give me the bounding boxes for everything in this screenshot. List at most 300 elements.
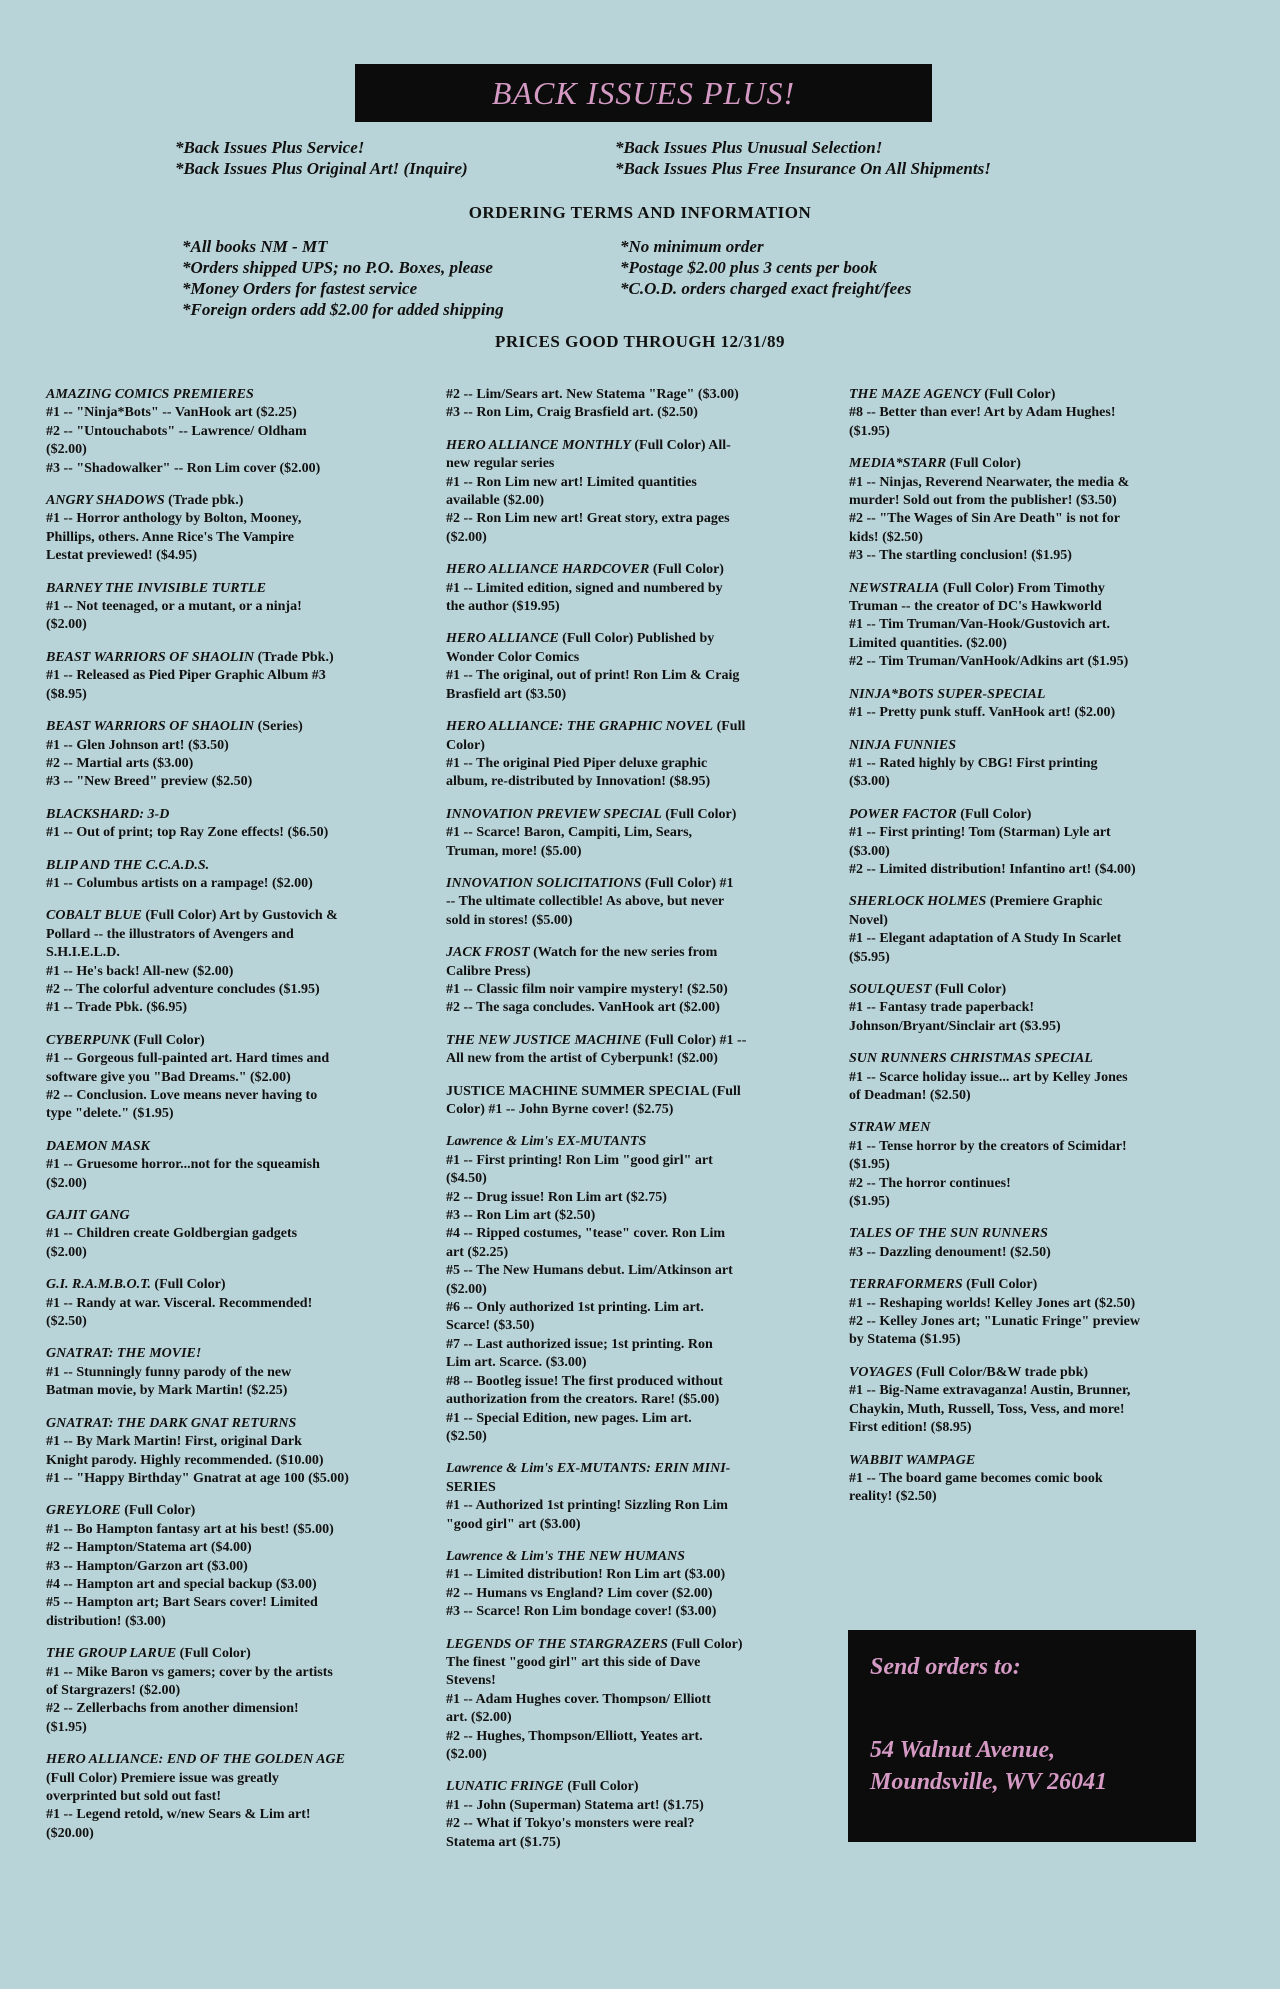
- listing-title-line: [46, 857, 436, 875]
- listing-line: #2 -- Hughes, Thompson/Elliott, Yeates art.: [446, 1728, 703, 1744]
- listing-title-line: [446, 1548, 836, 1566]
- listing-title: DAEMON MASK: [46, 1138, 150, 1154]
- listing-title-line: [446, 1460, 836, 1478]
- listing-entry: [46, 1415, 436, 1489]
- listing-title-line: [446, 1032, 836, 1050]
- listing-note: (Full Color): [563, 1779, 639, 1795]
- listing-title-line: [46, 1032, 436, 1050]
- listing-entry: [46, 857, 436, 894]
- feature-item: *Back Issues Plus Free Insurance On All Shipments!: [615, 159, 991, 178]
- listing-line: #1 -- Limited distribution! Ron Lim art ($3.00): [446, 1567, 726, 1583]
- listing-note: (Full Color): [980, 387, 1056, 402]
- listing-title-line: [849, 1276, 1237, 1294]
- listing-line: ($2.00): [446, 1747, 487, 1762]
- listing-line: #2 -- Ron Lim new art! Great story, extra pages: [446, 511, 730, 527]
- listing-note: (Watch for the new series from: [529, 945, 718, 961]
- listing-title-line: [446, 806, 836, 824]
- listing-line: ($2.00): [46, 617, 87, 633]
- listing-line: #1 -- Bo Hampton fantasy art at his best! ($5.00): [46, 1521, 334, 1537]
- listing-note: (Full Color): [962, 1277, 1038, 1293]
- listing-line: #1 -- Ninjas, Reverend Nearwater, the media &: [849, 474, 1130, 490]
- listing-title: SUN RUNNERS CHRISTMAS SPECIAL: [849, 1051, 1093, 1067]
- listing-title: SHERLOCK HOLMES: [849, 894, 987, 910]
- term-item: *Money Orders for fastest service: [182, 279, 418, 298]
- listing-title: BLIP AND THE C.C.A.D.S.: [46, 857, 210, 873]
- listing-line: Scarce! ($3.50): [446, 1318, 535, 1334]
- listing-line: #1 -- Scarce holiday issue... art by Kelley Jones: [849, 1069, 1128, 1085]
- orders-city: Moundsville, WV 26041: [870, 1769, 1108, 1795]
- listing-title-line: [446, 1778, 836, 1796]
- listing-line: ($1.95): [46, 1719, 87, 1735]
- listing-line: #3 -- Ron Lim art ($2.50): [446, 1208, 596, 1224]
- listing-title-line: [849, 981, 1237, 999]
- listing-line: #1 -- Horror anthology by Bolton, Mooney,: [46, 511, 302, 527]
- listing-note: (Trade pbk.): [164, 493, 244, 509]
- listing-note: (Full Color): [150, 1277, 226, 1293]
- listing-line: #3 -- Ron Lim, Craig Brasfield art. ($2.50): [446, 405, 698, 421]
- listing-line: -- The ultimate collectible! As above, but never: [446, 894, 725, 910]
- listing-note: (Full Color) #1: [641, 875, 734, 891]
- listing-line: #2 -- "Untouchabots" -- Lawrence/ Oldham: [46, 423, 307, 439]
- listing-line: #2 -- What if Tokyo's monsters were real?: [446, 1816, 695, 1832]
- listing-line: ($2.00): [446, 529, 487, 545]
- listing-line: by Statema ($1.95): [849, 1332, 961, 1348]
- listing-line: Batman movie, by Mark Martin! ($2.25): [46, 1383, 288, 1399]
- listing-line: Color) #1 -- John Byrne cover! ($2.75): [446, 1102, 674, 1117]
- listing-title-line: [849, 1119, 1237, 1137]
- listing-note: (Trade Pbk.): [254, 649, 334, 665]
- listing-title-line: [46, 1502, 436, 1520]
- listing-title: BEAST WARRIORS OF SHAOLIN: [46, 719, 255, 735]
- listing-entry: [849, 981, 1237, 1036]
- listing-title-line: [46, 1751, 436, 1769]
- listing-line: #1 -- Legend retold, w/new Sears & Lim art!: [46, 1807, 311, 1823]
- term-item: *C.O.D. orders charged exact freight/fees: [620, 279, 912, 298]
- listing-note: (Full Color): [130, 1032, 205, 1048]
- term-item: *All books NM - MT: [182, 237, 328, 256]
- listing-line: Calibre Press): [446, 963, 531, 979]
- listing-line: Truman, more! ($5.00): [446, 843, 582, 859]
- listing-title-line: [446, 1083, 836, 1101]
- listing-title: HERO ALLIANCE: THE GRAPHIC NOVEL: [446, 719, 714, 735]
- listing-title: G.I. R.A.M.B.O.T.: [46, 1277, 151, 1293]
- listing-title: BEAST WARRIORS OF SHAOLIN: [46, 649, 255, 665]
- listing-line: Lestat previewed! ($4.95): [46, 548, 197, 564]
- listing-line: S.H.I.E.L.D.: [46, 945, 120, 961]
- listing-title: BARNEY THE INVISIBLE TURTLE: [46, 580, 267, 596]
- listing-line: #3 -- Hampton/Garzon art ($3.00): [46, 1558, 248, 1574]
- term-item: *Foreign orders add $2.00 for added shipping: [182, 300, 504, 319]
- listing-line: #8 -- Better than ever! Art by Adam Hughes!: [849, 405, 1116, 421]
- listing-title: HERO ALLIANCE: [446, 631, 559, 647]
- listing-line: art. ($2.00): [446, 1710, 512, 1726]
- listing-line: #1 -- Out of print; top Ray Zone effects! ($6.50): [46, 825, 329, 841]
- listing-entry: [849, 1276, 1237, 1350]
- listing-line: type "delete." ($1.95): [46, 1106, 174, 1122]
- listing-title-line: [446, 437, 836, 455]
- listing-note: (Full Color): [661, 806, 737, 822]
- listing-line: new regular series: [446, 456, 555, 472]
- listing-line: #3 -- Scarce! Ron Lim bondage cover! ($3.00): [446, 1604, 717, 1620]
- listing-title: VOYAGES: [849, 1364, 913, 1380]
- listing-title-line: [849, 1050, 1237, 1068]
- term-item: *Postage $2.00 plus 3 cents per book: [620, 258, 878, 277]
- listing-title-line: [46, 1645, 436, 1663]
- term-item: *Orders shipped UPS; no P.O. Boxes, please: [182, 258, 493, 277]
- listing-title-line: [446, 875, 836, 893]
- listing-line: Novel): [849, 912, 888, 928]
- listing-line: #1 -- Rated highly by CBG! First printing: [849, 755, 1098, 771]
- listing-entry: [46, 806, 436, 843]
- listing-title: NINJA FUNNIES: [849, 737, 956, 753]
- listing-note: (Full Color) #1 --: [641, 1032, 747, 1048]
- listing-title: HERO ALLIANCE HARDCOVER: [446, 562, 650, 578]
- listing-line: #6 -- Only authorized 1st printing. Lim art.: [446, 1300, 704, 1316]
- listing-line: #1 -- Scarce! Baron, Campiti, Lim, Sears,: [446, 825, 693, 841]
- banner-title: BACK ISSUES PLUS!: [491, 74, 796, 111]
- listing-entry: [46, 1138, 436, 1193]
- listing-line: #4 -- Ripped costumes, "tease" cover. Ron Lim: [446, 1226, 726, 1242]
- listing-line: #1 -- Elegant adaptation of A Study In Scarlet: [849, 931, 1122, 947]
- listing-entry: [849, 686, 1237, 723]
- listing-line: #1 -- Stunningly funny parody of the new: [46, 1364, 292, 1380]
- listing-line: #1 -- First printing! Ron Lim "good girl" art: [446, 1152, 713, 1168]
- listing-line: Phillips, others. Anne Rice's The Vampire: [46, 529, 295, 545]
- listing-line: #3 -- The startling conclusion! ($1.95): [849, 548, 1072, 564]
- listing-entry: [46, 1645, 436, 1737]
- listing-line: distribution! ($3.00): [46, 1613, 166, 1629]
- listing-title: COBALT BLUE: [46, 908, 142, 924]
- listing-line: ($2.50): [46, 1314, 87, 1330]
- listing-line: Brasfield art ($3.50): [446, 686, 567, 702]
- listing-entry: [446, 1778, 836, 1852]
- listing-line: (Full Color) Premiere issue was greatly: [46, 1770, 279, 1786]
- listing-title: JACK FROST: [446, 945, 530, 961]
- listing-title: AMAZING COMICS PREMIERES: [46, 387, 254, 402]
- listing-line: #2 -- Zellerbachs from another dimension!: [46, 1701, 299, 1717]
- listing-line: #1 -- Reshaping worlds! Kelley Jones art ($2.50): [849, 1295, 1136, 1311]
- listing-line: #1 -- Children create Goldbergian gadgets: [46, 1226, 298, 1242]
- listing-title: Lawrence & Lim's EX-MUTANTS: ERIN MINI-: [446, 1461, 731, 1477]
- listing-note: (Full Color) From Timothy: [939, 580, 1105, 596]
- listing-line: #3 -- "New Breed" preview ($2.50): [46, 774, 253, 790]
- listing-title-line: [46, 1345, 436, 1363]
- listing-title: POWER FACTOR: [849, 806, 957, 822]
- feature-item: *Back Issues Plus Original Art! (Inquire): [175, 159, 468, 178]
- listing-entry: [46, 1345, 436, 1400]
- listing-line: #3 -- "Shadowalker" -- Ron Lim cover ($2.00): [46, 460, 321, 476]
- listing-title-line: [446, 561, 836, 579]
- listing-title-line: [46, 1276, 436, 1294]
- listing-entry: [446, 561, 836, 616]
- listing-line: #1 -- He's back! All-new ($2.00): [46, 963, 234, 979]
- listing-line: #1 -- Trade Pbk. ($6.95): [46, 1000, 188, 1016]
- listing-title: THE MAZE AGENCY: [849, 387, 981, 402]
- listing-line: album, re-distributed by Innovation! ($8.95): [446, 774, 711, 790]
- listing-line: of Stargrazers! ($2.00): [46, 1682, 181, 1698]
- listing-line: ($2.50): [446, 1428, 487, 1444]
- listing-note: (Full Color): [956, 806, 1032, 822]
- listing-line: Johnson/Bryant/Sinclair art ($3.95): [849, 1018, 1061, 1034]
- listing-line: #1 -- First printing! Tom (Starman) Lyle art: [849, 825, 1111, 841]
- listing-entry: [849, 580, 1237, 672]
- listing-line: #1 -- Authorized 1st printing! Sizzling Ron Lim: [446, 1498, 728, 1514]
- listing-line: ($1.95): [849, 423, 890, 439]
- listing-title: SOULQUEST: [849, 981, 932, 997]
- listing-line: art ($2.25): [446, 1244, 509, 1260]
- listing-line: #2 -- Limited distribution! Infantino art! ($4.00): [849, 861, 1136, 877]
- listing-entry: [46, 1502, 436, 1631]
- listing-line: ($1.95): [849, 1157, 890, 1173]
- listing-entry: [446, 1636, 836, 1765]
- listing-line: #3 -- Dazzling denoument! ($2.50): [849, 1244, 1051, 1260]
- listing-title-line: [446, 1636, 836, 1654]
- listing-line: available ($2.00): [446, 493, 544, 509]
- listing-line: Knight parody. Highly recommended. ($10.00): [46, 1452, 324, 1468]
- term-item: *No minimum order: [620, 237, 764, 256]
- listing-entry: [46, 580, 436, 635]
- listing-line: #7 -- Last authorized issue; 1st printing. Ron: [446, 1336, 713, 1352]
- listing-line: ($2.00): [46, 442, 87, 458]
- listing-line: ($1.95): [849, 1194, 890, 1210]
- listing-line: #1 -- Gruesome horror...not for the squeamish: [46, 1157, 320, 1173]
- listing-column-1: [46, 386, 436, 1857]
- listing-line: murder! Sold out from the publisher! ($3.50): [849, 493, 1117, 509]
- listing-entry: [446, 944, 836, 1018]
- listing-line: #1 -- Classic film noir vampire mystery! ($2.50): [446, 981, 728, 997]
- listing-title-line: [849, 1364, 1237, 1382]
- listing-note: (Full Color) All-: [630, 437, 731, 453]
- listing-title: GREYLORE: [46, 1503, 121, 1519]
- listing-entry: [446, 875, 836, 930]
- listing-line: #2 -- Humans vs England? Lim cover ($2.00): [446, 1585, 713, 1601]
- listing-entry: [446, 718, 836, 792]
- listing-line: #2 -- The horror continues!: [849, 1175, 1011, 1191]
- listing-title: MEDIA*STARR: [849, 456, 947, 472]
- listing-entry: [849, 806, 1237, 880]
- listing-entry: [849, 1225, 1237, 1262]
- listing-line: #1 -- Pretty punk stuff. VanHook art! ($2.00): [849, 705, 1116, 721]
- listing-title-line: [849, 893, 1237, 911]
- listing-title-line: [46, 1207, 436, 1225]
- listing-title: TERRAFORMERS: [849, 1277, 963, 1293]
- listing-column-2: [446, 386, 836, 1866]
- listing-entry: [446, 386, 836, 423]
- listing-title-line: [849, 737, 1237, 755]
- listing-line: kids! ($2.50): [849, 529, 923, 545]
- listing-entry: [849, 1119, 1237, 1211]
- listing-entry: [446, 1548, 836, 1622]
- listing-line: Pollard -- the illustrators of Avengers and: [46, 926, 294, 942]
- listing-title: LEGENDS OF THE STARGRAZERS: [446, 1636, 668, 1652]
- listing-entry: [849, 386, 1237, 441]
- listing-title: HERO ALLIANCE MONTHLY: [446, 437, 631, 453]
- listing-line: The finest "good girl" art this side of Dave: [446, 1654, 701, 1670]
- listing-line: ($3.00): [849, 843, 890, 859]
- listing-title-line: [46, 649, 436, 667]
- listing-title-line: [849, 386, 1237, 404]
- listing-title-line: [46, 1138, 436, 1156]
- listing-title-line: [849, 1452, 1237, 1470]
- listing-line: #5 -- The New Humans debut. Lim/Atkinson art: [446, 1263, 733, 1279]
- listing-line: #1 -- John (Superman) Statema art! ($1.75): [446, 1797, 704, 1813]
- listing-line: #1 -- Mike Baron vs gamers; cover by the artists: [46, 1664, 333, 1680]
- listing-note: (Full Color) Art by Gustovich &: [141, 908, 338, 924]
- listing-line: software give you "Bad Dreams." ($2.00): [46, 1069, 291, 1085]
- listing-line: #2 -- Lim/Sears art. New Statema "Rage" ($3.00): [446, 387, 739, 402]
- listing-line: overprinted but sold out fast!: [46, 1789, 222, 1804]
- listing-title-line: [849, 580, 1237, 598]
- listing-note: (Full Color): [667, 1636, 743, 1652]
- listing-entry: [46, 492, 436, 566]
- listing-entry: [446, 1032, 836, 1069]
- terms-list: [182, 236, 1132, 320]
- listing-line: #2 -- Drug issue! Ron Lim art ($2.75): [446, 1189, 667, 1205]
- listing-title-line: [446, 944, 836, 962]
- listing-note: (Full: [713, 719, 746, 735]
- listing-title-line: [46, 806, 436, 824]
- orders-street: 54 Walnut Avenue,: [870, 1737, 1056, 1763]
- listing-entry: [849, 1364, 1237, 1438]
- features-list: [175, 137, 1125, 179]
- listing-title: GNATRAT: THE DARK GNAT RETURNS: [46, 1415, 297, 1431]
- listing-line: Truman -- the creator of DC's Hawkworld: [849, 599, 1102, 615]
- listing-line: First edition! ($8.95): [849, 1420, 972, 1436]
- listing-entry: [46, 1276, 436, 1331]
- listing-line: ($20.00): [46, 1825, 94, 1841]
- listing-title-line: [46, 386, 436, 404]
- term-item: [620, 299, 1120, 320]
- listing-line: #1 -- Not teenaged, or a mutant, or a ninja!: [46, 599, 302, 615]
- listing-entry: [46, 1032, 436, 1124]
- listing-entry: [849, 1452, 1237, 1507]
- listing-line: #4 -- Hampton art and special backup ($3.00): [46, 1576, 317, 1592]
- listing-note: (Premiere Graphic: [986, 894, 1103, 910]
- listing-note: (Series): [254, 719, 303, 735]
- prices-heading: PRICES GOOD THROUGH 12/31/89: [495, 332, 785, 351]
- listing-line: #2 -- Hampton/Statema art ($4.00): [46, 1540, 252, 1556]
- listing-title-line: [46, 492, 436, 510]
- listing-line: #1 -- Tim Truman/Van-Hook/Gustovich art.: [849, 617, 1110, 633]
- listing-line: Color): [446, 737, 485, 753]
- listing-line: Lim art. Scarce. ($3.00): [446, 1355, 587, 1371]
- feature-item: *Back Issues Plus Unusual Selection!: [615, 138, 883, 157]
- listing-title: NINJA*BOTS SUPER-SPECIAL: [849, 686, 1046, 702]
- listing-line: ($4.50): [446, 1171, 487, 1187]
- listing-note: (Full Color): [649, 562, 724, 578]
- listing-title: THE NEW JUSTICE MACHINE: [446, 1032, 642, 1048]
- listing-title-line: [849, 806, 1237, 824]
- listing-line: ($2.00): [46, 1244, 87, 1260]
- listing-line: Wonder Color Comics: [446, 649, 580, 665]
- listing-line: #2 -- Kelley Jones art; "Lunatic Fringe" preview: [849, 1314, 1140, 1330]
- listing-entry: [446, 1083, 836, 1120]
- listing-title: STRAW MEN: [849, 1120, 931, 1136]
- listing-line: #1 -- Glen Johnson art! ($3.50): [46, 737, 229, 753]
- listing-line: ($2.00): [446, 1281, 487, 1297]
- listing-title: INNOVATION PREVIEW SPECIAL: [446, 806, 662, 822]
- listing-line: #1 -- Limited edition, signed and numbered by: [446, 580, 723, 596]
- listing-title-line: [46, 907, 436, 925]
- listing-line: sold in stores! ($5.00): [446, 912, 573, 928]
- listing-title-line: [446, 1133, 836, 1151]
- listing-line: All new from the artist of Cyberpunk! ($2.00): [446, 1051, 718, 1067]
- listing-line: #1 -- Adam Hughes cover. Thompson/ Elliott: [446, 1691, 711, 1707]
- listing-entry: [446, 1460, 836, 1534]
- listing-entry: [446, 437, 836, 547]
- send-orders-box: [848, 1630, 1196, 1842]
- listing-line: #1 -- Big-Name extravaganza! Austin, Brunner,: [849, 1383, 1131, 1399]
- listing-title-line: [46, 580, 436, 598]
- listing-note: (Full Color): [931, 981, 1007, 997]
- listing-line: #8 -- Bootleg issue! The first produced without: [446, 1373, 723, 1389]
- ordering-heading: ORDERING TERMS AND INFORMATION: [468, 203, 812, 222]
- listing-note: (Full Color): [946, 456, 1021, 472]
- listing-note: JUSTICE MACHINE SUMMER SPECIAL (Full: [446, 1083, 741, 1099]
- listing-line: Limited quantities. ($2.00): [849, 635, 1007, 651]
- listing-line: #1 -- The original, out of print! Ron Lim & Craig: [446, 668, 740, 684]
- listing-title: INNOVATION SOLICITATIONS: [446, 875, 642, 891]
- listing-line: #2 -- The colorful adventure concludes ($1.95): [46, 981, 320, 997]
- listing-line: #2 -- The saga concludes. VanHook art ($2.00): [446, 1000, 720, 1016]
- listing-line: ($3.00): [849, 774, 890, 790]
- listing-note: (Full Color) Published by: [558, 631, 715, 647]
- listing-title: NEWSTRALIA: [849, 580, 940, 596]
- listing-entry: [849, 1050, 1237, 1105]
- listing-line: ($5.95): [849, 949, 890, 965]
- listing-line: #1 -- "Ninja*Bots" -- VanHook art ($2.25): [46, 405, 297, 421]
- listing-entry: [46, 649, 436, 704]
- listing-line: ($8.95): [46, 686, 87, 702]
- listing-line: #2 -- "The Wages of Sin Are Death" is not for: [849, 511, 1120, 527]
- listing-entry: [46, 1207, 436, 1262]
- listing-line: #1 -- Tense horror by the creators of Scimidar!: [849, 1138, 1127, 1154]
- listing-line: Chaykin, Muth, Russell, Toss, Vess, and more!: [849, 1401, 1125, 1417]
- listing-entry: [46, 386, 436, 478]
- listing-title-line: [46, 1415, 436, 1433]
- listing-entry: [446, 1133, 836, 1446]
- listing-line: the author ($19.95): [446, 599, 560, 615]
- listing-entry: [46, 1751, 436, 1843]
- listing-title-line: [446, 630, 836, 648]
- listing-title: HERO ALLIANCE: END OF THE GOLDEN AGE: [46, 1752, 345, 1768]
- listing-line: #1 -- Columbus artists on a rampage! ($2.00): [46, 875, 313, 891]
- listing-title: GNATRAT: THE MOVIE!: [46, 1346, 202, 1362]
- listing-line: #5 -- Hampton art; Bart Sears cover! Limited: [46, 1595, 318, 1611]
- listing-line: #1 -- Released as Pied Piper Graphic Album #3: [46, 668, 326, 684]
- listing-line: #1 -- Fantasy trade paperback!: [849, 1000, 1035, 1016]
- listing-entry: [46, 907, 436, 1017]
- listing-entry: [46, 718, 436, 792]
- listing-title: GAJIT GANG: [46, 1208, 130, 1224]
- listing-line: Stevens!: [446, 1673, 496, 1689]
- listing-entry: [849, 737, 1237, 792]
- listing-line: of Deadman! ($2.50): [849, 1088, 971, 1103]
- listing-line: SERIES: [446, 1479, 496, 1495]
- listing-line: authorization from the creators. Rare! ($5.00): [446, 1392, 720, 1408]
- listing-title: Lawrence & Lim's EX-MUTANTS: [446, 1134, 647, 1150]
- listing-line: #1 -- The original Pied Piper deluxe graphic: [446, 755, 708, 771]
- listing-line: #1 -- Gorgeous full-painted art. Hard times and: [46, 1051, 330, 1067]
- listing-entry: [446, 630, 836, 704]
- banner: [355, 64, 932, 122]
- listing-column-3: [849, 386, 1237, 1521]
- listing-title: THE GROUP LARUE: [46, 1646, 177, 1662]
- listing-line: #1 -- Special Edition, new pages. Lim art.: [446, 1410, 692, 1426]
- listing-title: WABBIT WAMPAGE: [849, 1452, 976, 1468]
- listing-line: #1 -- The board game becomes comic book: [849, 1470, 1103, 1486]
- orders-label: Send orders to:: [870, 1654, 1021, 1680]
